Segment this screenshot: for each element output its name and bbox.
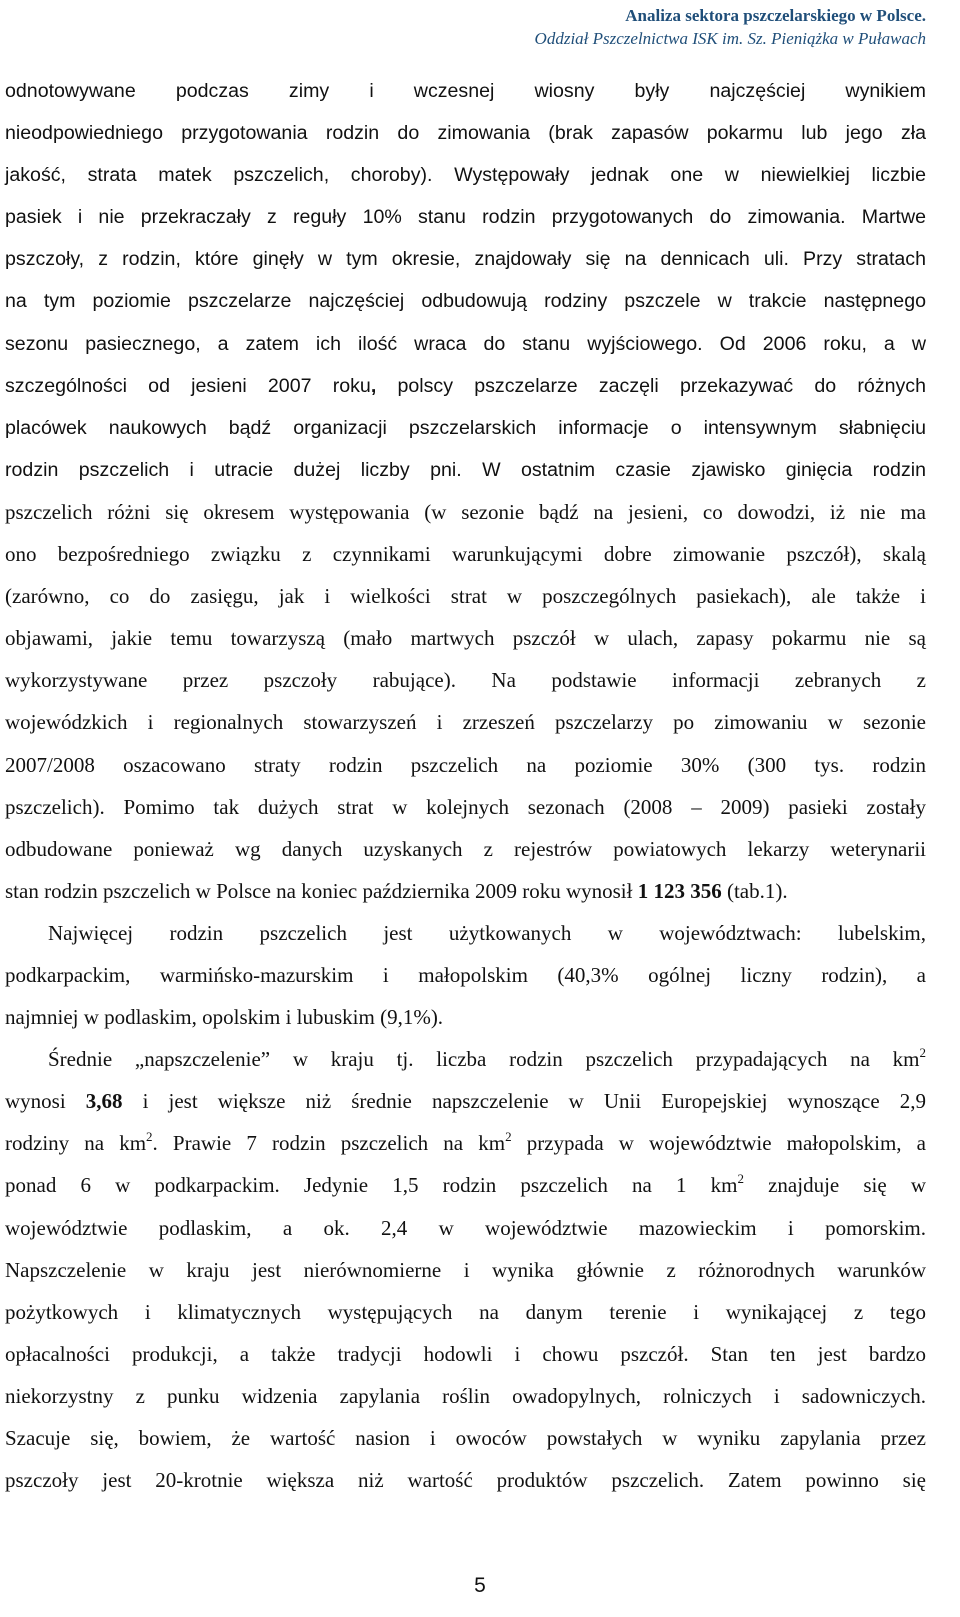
text-segment: wynosi	[5, 1089, 86, 1114]
header-title: Analiza sektora pszczelarskiego w Polsce.	[625, 6, 926, 25]
paragraph-2	[5, 912, 926, 1038]
text-segment: szczególności od jesieni 2007 roku	[5, 374, 371, 397]
superscript: 2	[505, 1129, 512, 1145]
text-line: najmniej w podlaskim, opolskim i lubuskim (9,1%).	[5, 1005, 444, 1030]
text-line: odnotowywane podczas zimy i wczesnej wiosny były najczęściej wynikiem	[5, 80, 926, 102]
text-line: pszczelich różni się okresem występowania (w sezonie bądź na jesieni, co dowodzi, iż nie ma	[5, 499, 926, 524]
text-line	[5, 365, 926, 407]
text-line	[5, 1122, 926, 1164]
text-segment: (tab.1).	[721, 878, 788, 903]
paragraph-3	[5, 1038, 926, 1501]
text-segment: . Prawie 7 rodzin pszczelich na km	[152, 1131, 506, 1156]
text-line: objawami, jakie temu towarzyszą (mało martwych pszczół w ulach, zapasy pokarmu nie są	[5, 626, 926, 651]
text-segment: znajduje się w	[743, 1173, 927, 1198]
header-subtitle: Oddział Pszczelnictwa ISK im. Sz. Pieniążka w Puławach	[534, 29, 926, 48]
text-line: jakość, strata matek pszczelich, choroby). Występowały jednak one w niewielkiej liczbie	[5, 164, 926, 187]
text-line: pasiek i nie przekraczały z reguły 10% stanu rodzin przygotowanych do zimowania. Martwe	[5, 206, 926, 229]
text-line: Szacuje się, bowiem, że wartość nasion i owoców powstałych w wyniku zapylania przez	[5, 1426, 926, 1450]
text-line: pożytkowych i klimatycznych występujących na danym terenie i wynikającej z tego	[5, 1299, 926, 1324]
text-line: placówek naukowych bądź organizacji pszczelarskich informacje o intensywnym słabnięciu	[5, 416, 926, 439]
text-line: pszczoły, z rodzin, które ginęły w tym okresie, znajdowały się na dennicach uli. Przy stratach	[5, 248, 926, 271]
bold-comma: ,	[370, 374, 377, 397]
paragraph-1	[5, 70, 926, 912]
superscript: 2	[146, 1129, 153, 1145]
text-segment: rodziny na km	[5, 1131, 147, 1156]
text-segment: stan rodzin pszczelich w Polsce na koniec października 2009 roku wynosił	[5, 878, 638, 903]
superscript: 2	[737, 1171, 744, 1187]
text-line	[5, 870, 926, 912]
text-line: wojewódzkich i regionalnych stowarzyszeń i zrzeszeń pszczelarzy po zimowaniu w sezonie	[5, 710, 926, 735]
text-segment: polscy pszczelarze zaczęli przekazywać do różnych	[376, 374, 927, 397]
text-line: pszczelich). Pomimo tak dużych strat w kolejnych sezonach (2008 – 2009) pasieki zostały	[5, 794, 926, 819]
text-line: podkarpackim, warmińsko-mazurskim i małopolskim (40,3% ogólnej liczny rodzin), a	[5, 962, 926, 987]
text-line: Najwięcej rodzin pszczelich jest użytkowanych w województwach: lubelskim,	[48, 920, 926, 945]
text-line: pszczoły jest 20-krotnie większa niż wartość produktów pszczelich. Zatem powinno się	[5, 1468, 926, 1493]
superscript: 2	[919, 1045, 926, 1061]
text-line: wykorzystywane przez pszczoły rabujące). Na podstawie informacji zebranych z	[5, 668, 926, 693]
text-line: nieodpowiedniego przygotowania rodzin do zimowania (brak zapasów pokarmu lub jego zła	[5, 122, 926, 145]
text-line: sezonu pasiecznego, a zatem ich ilość wraca do stanu wyjściowego. Od 2006 roku, a w	[5, 332, 926, 355]
text-segment: ponad 6 w podkarpackim. Jedynie 1,5 rodzin pszczelich na 1 km	[5, 1173, 738, 1198]
text-line: opłacalności produkcji, a także tradycji hodowli i chowu pszczół. Stan ten jest bardzo	[5, 1341, 926, 1366]
text-segment: przypada w województwie małopolskim, a	[511, 1131, 926, 1156]
text-segment: i jest większe niż średnie napszczelenie w Unii Europejskiej wynoszące 2,9	[122, 1089, 926, 1114]
running-header	[535, 4, 926, 50]
text-line: Napszczelenie w kraju jest nierównomierne i wynika głównie z różnorodnych warunków	[5, 1257, 926, 1282]
text-line: 2007/2008 oszacowano straty rodzin pszczelich na poziomie 30% (300 tys. rodzin	[5, 752, 926, 777]
text-line	[5, 1038, 926, 1080]
text-line: rodzin pszczelich i utracie dużej liczby pni. W ostatnim czasie zjawisko ginięcia rodzin	[5, 458, 926, 481]
text-line: (zarówno, co do zasięgu, jak i wielkości strat w poszczególnych pasiekach), ale także i	[5, 584, 926, 609]
text-line: odbudowane ponieważ wg danych uzyskanych z rejestrów powiatowych lekarzy weterynarii	[5, 836, 926, 861]
colony-count: 1 123 356	[637, 878, 722, 903]
page-number: 5	[474, 1574, 486, 1597]
document-body	[5, 70, 926, 1501]
text-segment: Średnie „napszczelenie” w kraju tj. liczba rodzin pszczelich przypadających na km	[48, 1047, 920, 1072]
density-value: 3,68	[85, 1089, 123, 1114]
text-line: na tym poziomie pszczelarze najczęściej odbudowują rodziny pszczele w trakcie następnego	[5, 290, 926, 313]
text-line: województwie podlaskim, a ok. 2,4 w województwie mazowieckim i pomorskim.	[5, 1215, 926, 1240]
text-line: niekorzystny z punku widzenia zapylania roślin owadopylnych, rolniczych i sadowniczych.	[5, 1383, 926, 1408]
text-line: ono bezpośredniego związku z czynnikami warunkującymi dobre zimowanie pszczół), skalą	[5, 542, 926, 567]
text-line	[5, 1164, 926, 1206]
text-line	[5, 1080, 926, 1122]
